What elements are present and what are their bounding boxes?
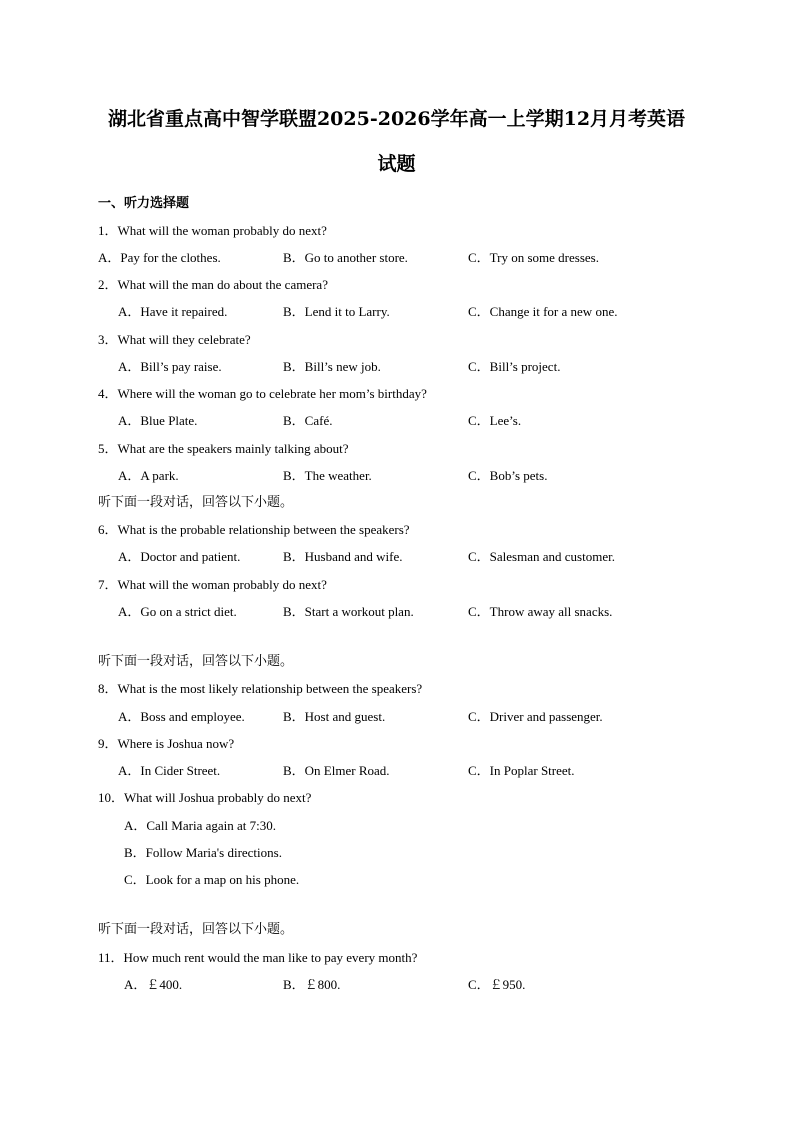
question-text: What will Joshua probably do next?: [124, 790, 312, 805]
q9-option-b: B．On Elmer Road.: [283, 763, 390, 778]
question-text: What will they celebrate?: [117, 332, 251, 347]
question-1: [98, 222, 327, 240]
q6-option-b: B．Husband and wife.: [283, 549, 403, 564]
question-number: 11．: [98, 950, 124, 965]
question-5: [98, 440, 349, 458]
question-number: 7．: [98, 577, 118, 592]
q7-option-b: B．Start a workout plan.: [283, 604, 414, 619]
q8-option-c: C．Driver and passenger.: [468, 709, 603, 724]
q8-option-a: A．Boss and employee.: [118, 709, 245, 724]
question-text: What will the man do about the camera?: [117, 277, 328, 292]
question-number: 3．: [98, 332, 118, 347]
q7-option-c: C．Throw away all snacks.: [468, 604, 613, 619]
question-9: [98, 735, 234, 753]
question-number: 10．: [98, 790, 125, 805]
q10-option-c: C．Look for a map on his phone.: [124, 872, 300, 887]
q9-option-c: C．In Poplar Street.: [468, 763, 575, 778]
q7-option-a: A．Go on a strict diet.: [118, 604, 237, 619]
section-heading: 一、听力选择题: [98, 196, 190, 211]
q2-option-a: A．Have it repaired.: [118, 304, 228, 319]
question-10: [98, 789, 311, 807]
question-text: What are the speakers mainly talking about?: [117, 441, 349, 456]
q4-option-a: A．Blue Plate.: [118, 413, 198, 428]
question-number: 4．: [98, 386, 118, 401]
q2-option-b: B．Lend it to Larry.: [283, 304, 390, 319]
q3-option-b: B．Bill’s new job.: [283, 359, 381, 374]
q11-option-a: A．￡400.: [124, 977, 183, 992]
passage-note-1: 听下面一段对话，回答以下小题。: [98, 495, 294, 510]
q6-option-a: A．Doctor and patient.: [118, 549, 241, 564]
question-text: What is the most likely relationship between the speakers?: [117, 681, 423, 696]
q10-option-a: A．Call Maria again at 7:30.: [124, 818, 276, 833]
question-6: [98, 521, 410, 539]
question-text: What is the probable relationship between the speakers?: [117, 522, 410, 537]
q8-option-b: B．Host and guest.: [283, 709, 386, 724]
question-number: 1．: [98, 223, 118, 238]
q10-option-b: B．Follow Maria's directions.: [124, 845, 282, 860]
question-number: 6．: [98, 522, 118, 537]
q1-option-b: B．Go to another store.: [283, 250, 408, 265]
question-text: Where is Joshua now?: [117, 736, 235, 751]
passage-note-3: 听下面一段对话，回答以下小题。: [98, 922, 294, 937]
q3-option-a: A．Bill’s pay raise.: [118, 359, 222, 374]
question-11: [98, 949, 417, 967]
q5-option-c: C．Bob’s pets.: [468, 468, 548, 483]
question-2: [98, 276, 328, 294]
question-4: [98, 385, 427, 403]
q1-option-c: C．Try on some dresses.: [468, 250, 599, 265]
question-8: [98, 680, 422, 698]
question-text: What will the woman probably do next?: [117, 577, 327, 592]
q9-option-a: A．In Cider Street.: [118, 763, 221, 778]
question-number: 5．: [98, 441, 118, 456]
question-7: [98, 576, 327, 594]
question-text: Where will the woman go to celebrate her mom’s birthday?: [117, 386, 427, 401]
q5-option-a: A．A park.: [118, 468, 179, 483]
q4-option-c: C．Lee’s.: [468, 413, 522, 428]
q11-option-c: C．￡950.: [468, 977, 526, 992]
q11-option-b: B．￡800.: [283, 977, 341, 992]
q3-option-c: C．Bill’s project.: [468, 359, 561, 374]
q5-option-b: B．The weather.: [283, 468, 372, 483]
q2-option-c: C．Change it for a new one.: [468, 304, 618, 319]
question-number: 2．: [98, 277, 118, 292]
question-3: [98, 331, 251, 349]
q1-option-a: A．Pay for the clothes.: [98, 250, 221, 265]
question-text: How much rent would the man like to pay every month?: [123, 950, 418, 965]
page-title-line2: 试题: [377, 153, 416, 175]
q6-option-c: C．Salesman and customer.: [468, 549, 615, 564]
question-number: 8．: [98, 681, 118, 696]
q4-option-b: B．Café.: [283, 413, 333, 428]
question-text: What will the woman probably do next?: [117, 223, 327, 238]
page-title-line1: 湖北省重点高中智学联盟2025-2026学年高一上学期12月月考英语: [107, 108, 686, 130]
question-number: 9．: [98, 736, 118, 751]
passage-note-2: 听下面一段对话，回答以下小题。: [98, 654, 294, 669]
